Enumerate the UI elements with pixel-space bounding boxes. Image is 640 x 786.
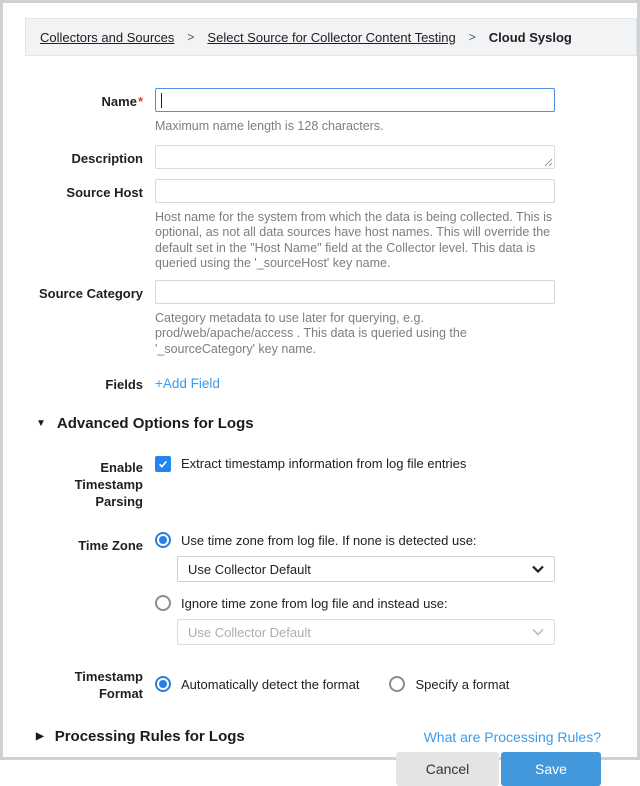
- radio-selected-icon: [155, 676, 171, 692]
- caret-down-icon: ▼: [36, 417, 46, 429]
- required-asterisk: *: [137, 94, 143, 109]
- radio-unselected-icon: [155, 595, 171, 611]
- name-input[interactable]: [155, 88, 555, 112]
- specify-format-label: Specify a format: [415, 676, 510, 692]
- specify-format-radio[interactable]: [389, 676, 509, 692]
- checkbox-checked-icon[interactable]: [155, 456, 171, 472]
- breadcrumb-link-collectors-and-sources[interactable]: Collectors and Sources: [40, 29, 175, 45]
- source-category-input[interactable]: [155, 280, 555, 304]
- description-label: Description: [71, 150, 143, 166]
- auto-detect-format-label: Automatically detect the format: [181, 676, 360, 692]
- extract-timestamp-checkbox-label: Extract timestamp information from log file entries: [181, 456, 467, 471]
- source-category-helper-text: Category metadata to use later for querying, e.g. prod/web/apache/access . This data is queried using the '_sourceCategory' key name.: [155, 310, 467, 356]
- auto-detect-format-radio[interactable]: [155, 676, 359, 692]
- timezone-default-select[interactable]: Use Collector Default: [177, 556, 555, 582]
- enable-timestamp-parsing-label: Enable Timestamp Parsing: [74, 460, 143, 509]
- breadcrumb-link-select-source[interactable]: Select Source for Collector Content Testing: [207, 29, 456, 45]
- timestamp-format-label: Timestamp Format: [74, 669, 143, 701]
- chevron-down-icon: [532, 565, 544, 573]
- fields-label: Fields: [105, 377, 143, 392]
- radio-unselected-icon: [389, 676, 405, 692]
- source-host-helper-text: Host name for the system from which the data is being collected. This is optional, as not all data sources have host names. This will override the default set in the "Host Name" field at the Collector level. This data is queried using the '_sourceHost' key name.: [155, 209, 553, 270]
- source-host-label: Source Host: [66, 184, 143, 200]
- save-button[interactable]: Save: [501, 752, 601, 786]
- add-field-link[interactable]: +Add Field: [155, 376, 220, 391]
- advanced-options-toggle[interactable]: [36, 415, 601, 432]
- timezone-from-logfile-radio[interactable]: [155, 532, 555, 548]
- breadcrumb-current-page: Cloud Syslog: [488, 29, 572, 45]
- source-category-label: Source Category: [38, 285, 143, 301]
- timezone-ignore-label: Ignore time zone from log file and instead use:: [181, 595, 448, 611]
- cancel-button[interactable]: Cancel: [396, 752, 499, 786]
- processing-rules-help-link[interactable]: What are Processing Rules?: [423, 728, 601, 745]
- timezone-ignore-select: Use Collector Default: [177, 619, 555, 645]
- processing-rules-heading: Processing Rules for Logs: [54, 728, 245, 745]
- description-field[interactable]: [155, 145, 555, 169]
- processing-rules-toggle[interactable]: [36, 728, 245, 745]
- extract-timestamp-checkbox-row[interactable]: [155, 454, 555, 474]
- timezone-ignore-radio[interactable]: [155, 595, 555, 611]
- breadcrumb-separator: >: [468, 30, 476, 44]
- radio-selected-icon: [155, 532, 171, 548]
- advanced-options-heading: Advanced Options for Logs: [56, 415, 254, 432]
- resize-handle-icon[interactable]: [544, 158, 553, 167]
- text-caret: [161, 93, 162, 108]
- chevron-down-icon: [532, 628, 544, 636]
- caret-right-icon: ▶: [36, 730, 44, 742]
- breadcrumb-separator: >: [187, 30, 195, 44]
- breadcrumb: [25, 18, 637, 56]
- name-label: Name*: [101, 94, 143, 109]
- time-zone-label: Time Zone: [78, 538, 143, 553]
- name-helper-text: Maximum name length is 128 characters.: [155, 119, 384, 133]
- source-host-input[interactable]: [155, 179, 555, 203]
- timezone-from-logfile-label: Use time zone from log file. If none is detected use:: [181, 532, 477, 548]
